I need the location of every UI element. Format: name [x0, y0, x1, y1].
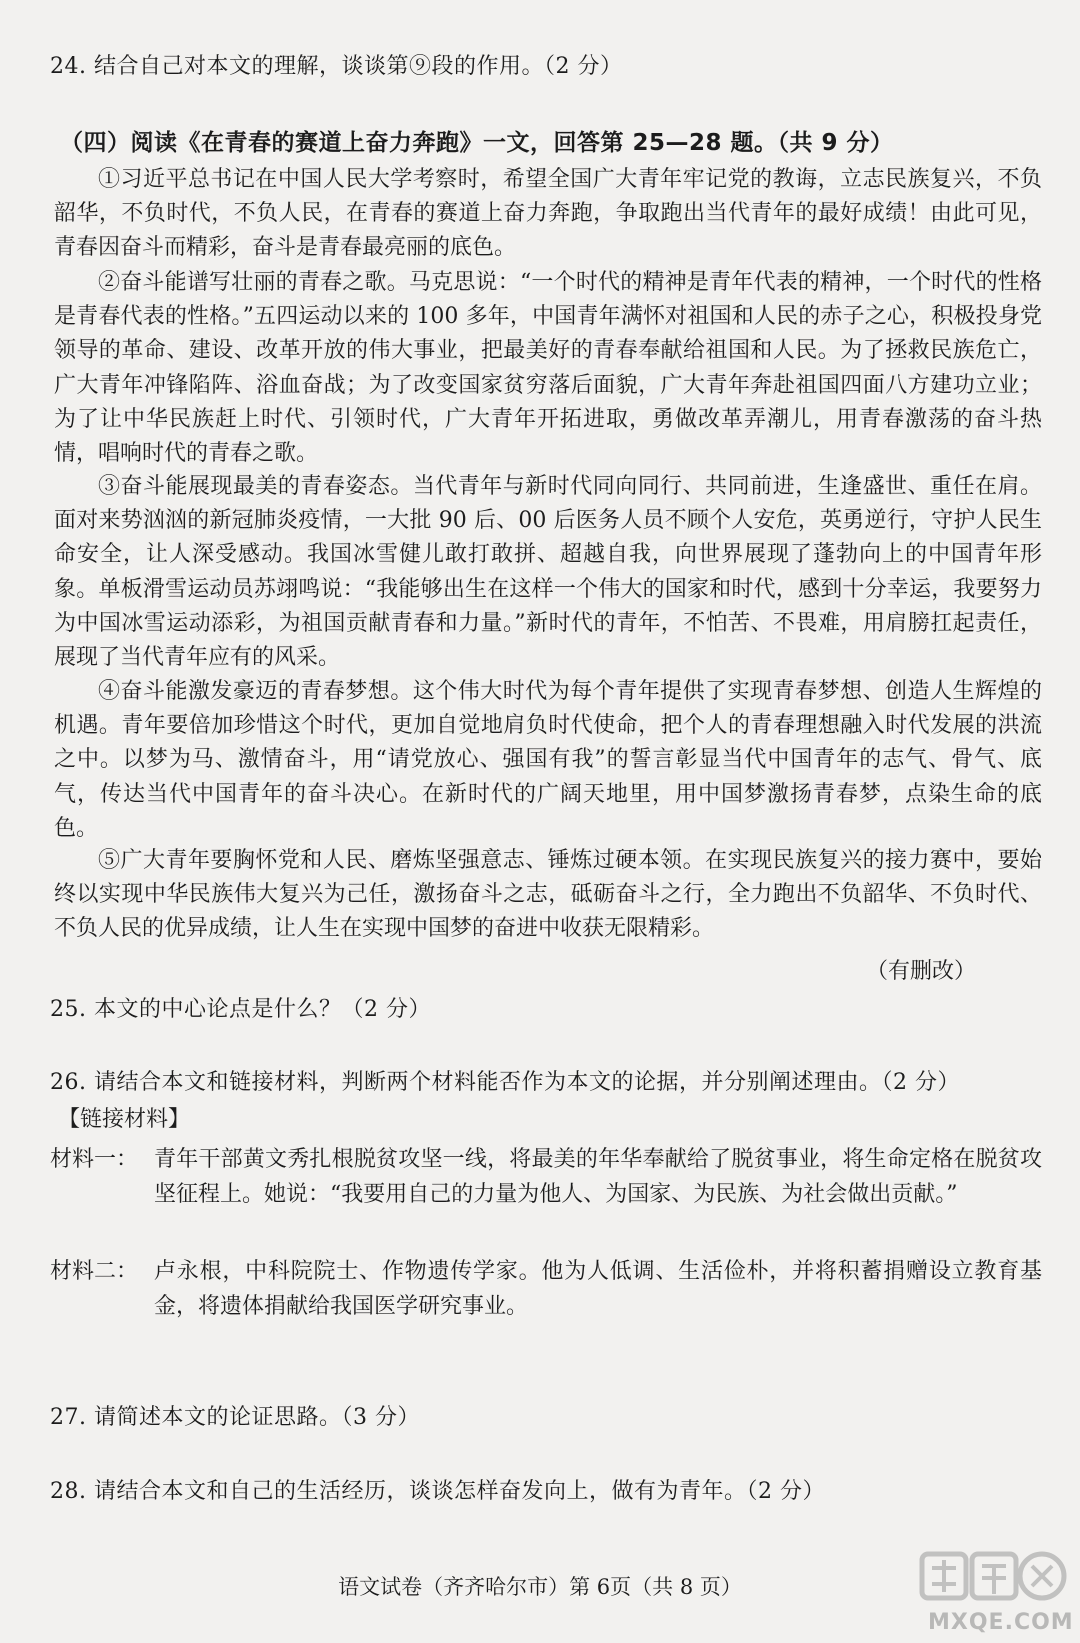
material-two — [50, 1255, 1042, 1324]
article-paragraph-2: ②奋斗能谱写壮丽的青春之歌。马克思说：“一个时代的精神是青年代表的精神，一个时代的性格是青春代表的性格。”五四运动以来的 100 多年，中国青年满怀对祖国和人民的赤子之心，积极投身党领导的革命、建设、改革开放的伟大事业，把最美好的青春奉献给祖国和人民。为了拯救民族危亡，广大青年冲锋陷阵、浴血奋战；为了改变国家贫穷落后面貌，广大青年奔赴祖国四面八方建功立业；为了让中华民族赶上时代、引领时代，广大青年开拓进取，勇做改革弄潮儿，用青春激荡的奋斗热情，唱响时代的青春之歌。 — [54, 270, 1042, 467]
question-25: 25. 本文的中心论点是什么？（2 分） — [50, 997, 431, 1022]
watermark — [918, 1548, 1074, 1638]
question-27: 27. 请简述本文的论证思路。（3 分） — [50, 1405, 420, 1430]
material-two-label: 材料二： — [50, 1259, 139, 1284]
watermark-logo-icon — [918, 1548, 1068, 1610]
link-material-heading: 【链接材料】 — [58, 1107, 191, 1132]
source-note: （有删改） — [865, 959, 976, 984]
article-paragraph-3: ③奋斗能展现最美的青春姿态。当代青年与新时代同向同行、共同前进，生逢盛世、重任在肩。面对来势汹汹的新冠肺炎疫情，一大批 90 后、00 后医务人员不顾个人安危，英勇逆行，守护人民生命安全，让人深受感动。我国冰雪健儿敢打敢拼、超越自我，向世界展现了蓬勃向上的中国青年形象。单板滑雪运动员苏翊鸣说：“我能够出生在这样一个伟大的国家和时代，感到十分幸运，我要努力为中国冰雪运动添彩，为祖国贡献青春和力量。”新时代的青年，不怕苦、不畏难，用肩膀扛起责任，展现了当代青年应有的风采。 — [54, 474, 1042, 671]
material-one-label: 材料一： — [50, 1147, 139, 1172]
material-one-text: 青年干部黄文秀扎根脱贫攻坚一线，将最美的年华奉献给了脱贫事业，将生命定格在脱贫攻坚征程上。她说：“我要用自己的力量为他人、为国家、为民族、为社会做出贡献。” — [154, 1147, 1042, 1207]
watermark-text: MXQE.COM — [928, 1610, 1074, 1635]
page-footer: 语文试卷（齐齐哈尔市）第 6页（共 8 页） — [338, 1575, 742, 1599]
section-title: （四）阅读《在青春的赛道上奋力奔跑》一文，回答第 25—28 题。（共 9 分） — [60, 130, 894, 156]
material-one — [50, 1143, 1042, 1212]
article-paragraph-1: ①习近平总书记在中国人民大学考察时，希望全国广大青年牢记党的教诲，立志民族复兴，不负韶华，不负时代，不负人民，在青春的赛道上奋力奔跑，争取跑出当代青年的最好成绩！由此可见，青春因奋斗而精彩，奋斗是青春最亮丽的底色。 — [54, 167, 1042, 261]
article-paragraph-4: ④奋斗能激发豪迈的青春梦想。这个伟大时代为每个青年提供了实现青春梦想、创造人生辉煌的机遇。青年要倍加珍惜这个时代，更加自觉地肩负时代使命，把个人的青春理想融入时代发展的洪流之中。以梦为马、激情奋斗，用“请党放心、强国有我”的誓言彰显当代中国青年的志气、骨气、底气，传达当代中国青年的奋斗决心。在新时代的广阔天地里，用中国梦激扬青春梦，点染生命的底色。 — [54, 679, 1042, 841]
article-paragraph-5: ⑤广大青年要胸怀党和人民、磨炼坚强意志、锤炼过硬本领。在实现民族复兴的接力赛中，要始终以实现中华民族伟大复兴为己任，激扬奋斗之志，砥砺奋斗之行，全力跑出不负韶华、不负时代、不负人民的优异成绩，让人生在实现中国梦的奋进中收获无限精彩。 — [54, 848, 1042, 942]
question-28: 28. 请结合本文和自己的生活经历，谈谈怎样奋发向上，做有为青年。（2 分） — [50, 1479, 825, 1504]
question-24: 24. 结合自己对本文的理解，谈谈第⑨段的作用。（2 分） — [50, 54, 623, 79]
question-26: 26. 请结合本文和链接材料，判断两个材料能否作为本文的论据，并分别阐述理由。（2 分） — [50, 1070, 960, 1095]
material-two-text: 卢永根，中科院院士、作物遗传学家。他为人低调、生活俭朴，并将积蓄捐赠设立教育基金，将遗体捐献给我国医学研究事业。 — [154, 1259, 1042, 1319]
